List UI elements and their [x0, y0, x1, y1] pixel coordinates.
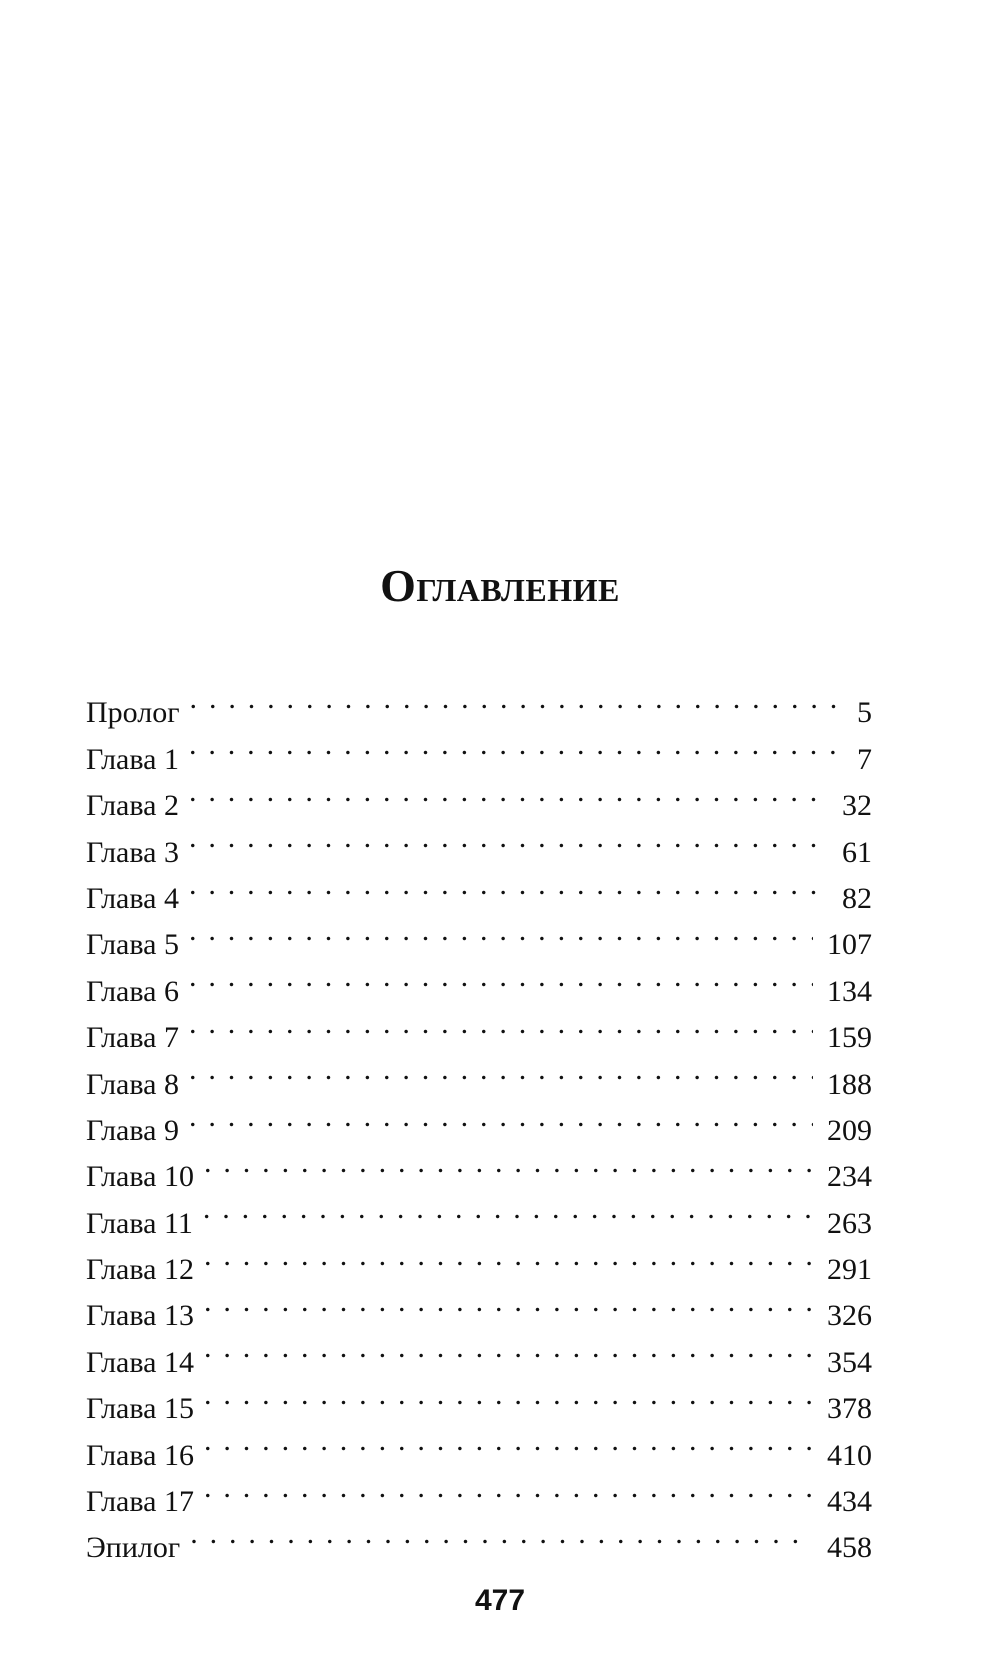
- toc-entry-label: Глава 13: [86, 1299, 194, 1333]
- toc-entry: [86, 1047, 872, 1101]
- toc-dot-leader: [189, 1094, 813, 1140]
- toc-entry-page: 291: [813, 1247, 872, 1293]
- toc-entry-page: 188: [813, 1062, 872, 1108]
- toc-entry: [86, 1511, 872, 1565]
- toc-entry: [86, 1465, 872, 1519]
- toc-entry-page: 134: [813, 969, 872, 1015]
- toc-entry-page: 107: [813, 922, 872, 968]
- toc-entry-page: 32: [828, 783, 872, 829]
- toc-entry-label: Глава 12: [86, 1253, 194, 1287]
- toc-entry-label: Глава 16: [86, 1438, 194, 1472]
- toc-entry-page: 378: [813, 1386, 872, 1432]
- toc-dot-leader: [189, 815, 828, 861]
- toc-entry-page: 5: [843, 690, 872, 736]
- toc-entry-page: 263: [813, 1201, 872, 1247]
- toc-list: [86, 676, 872, 1565]
- toc-dot-leader: [204, 1279, 813, 1325]
- toc-entry: [86, 862, 872, 915]
- toc-entry-label: Глава 10: [86, 1160, 194, 1194]
- toc-dot-leader: [204, 1233, 813, 1279]
- toc-entry-label: Глава 4: [86, 881, 179, 915]
- toc-dot-leader: [204, 1372, 813, 1418]
- toc-entry-label: Пролог: [86, 696, 180, 730]
- toc-entry: [86, 908, 872, 962]
- toc-dot-leader: [189, 1001, 813, 1047]
- toc-entry: [86, 1140, 872, 1194]
- toc-entry: [86, 954, 872, 1008]
- toc-entry-label: Глава 11: [86, 1206, 193, 1240]
- toc-entry-page: 326: [813, 1293, 872, 1339]
- toc-entry-page: 458: [813, 1525, 872, 1571]
- toc-entry-page: 354: [813, 1340, 872, 1386]
- toc-entry-page: 234: [813, 1154, 872, 1200]
- toc-entry-page: 61: [828, 830, 872, 876]
- toc-dot-leader: [189, 722, 843, 768]
- toc-dot-leader: [190, 676, 843, 722]
- toc-dot-leader: [204, 1140, 813, 1186]
- toc-entry: [86, 1233, 872, 1287]
- toc-dot-leader: [189, 1047, 813, 1093]
- toc-entry: [86, 1094, 872, 1147]
- page-number: 477: [474, 1584, 526, 1617]
- toc-dot-leader: [190, 1511, 813, 1557]
- toc-entry-page: 209: [813, 1108, 872, 1154]
- toc-entry-label: Глава 9: [86, 1113, 179, 1147]
- toc-dot-leader: [203, 1186, 813, 1232]
- toc-entry-label: Глава 8: [86, 1067, 179, 1101]
- toc-dot-leader: [189, 769, 828, 815]
- toc-entry-page: 410: [813, 1433, 872, 1479]
- toc-entry: [86, 1279, 872, 1333]
- toc-dot-leader: [204, 1418, 813, 1464]
- toc-dot-leader: [204, 1325, 813, 1371]
- toc-entry-label: Глава 2: [86, 789, 179, 823]
- toc-entry-label: Глава 15: [86, 1392, 194, 1426]
- toc-entry-page: 434: [813, 1479, 872, 1525]
- toc-entry-label: Глава 3: [86, 835, 179, 869]
- toc-title: Оглавление: [380, 560, 620, 611]
- toc-entry: [86, 1372, 872, 1426]
- toc-entry: [86, 1186, 872, 1240]
- toc-entry: [86, 815, 872, 869]
- toc-entry: [86, 1418, 872, 1472]
- toc-entry-label: Глава 5: [86, 928, 179, 962]
- toc-entry-page: 82: [828, 876, 872, 922]
- toc-entry-label: Глава 6: [86, 974, 179, 1008]
- toc-entry-label: Глава 1: [86, 742, 179, 776]
- toc-dot-leader: [189, 862, 828, 908]
- toc-entry: [86, 1325, 872, 1379]
- toc-entry: [86, 676, 872, 730]
- toc-dot-leader: [204, 1465, 813, 1511]
- toc-entry-label: Глава 7: [86, 1021, 179, 1055]
- toc-entry: [86, 769, 872, 823]
- toc-entry-page: 7: [843, 737, 872, 783]
- toc-entry-page: 159: [813, 1015, 872, 1061]
- toc-entry-label: Эпилог: [86, 1531, 181, 1565]
- toc-dot-leader: [189, 908, 813, 954]
- toc-entry-label: Глава 17: [86, 1485, 194, 1519]
- toc-entry-label: Глава 14: [86, 1345, 194, 1379]
- toc-entry: [86, 722, 872, 776]
- toc-dot-leader: [189, 954, 813, 1000]
- toc-entry: [86, 1001, 872, 1055]
